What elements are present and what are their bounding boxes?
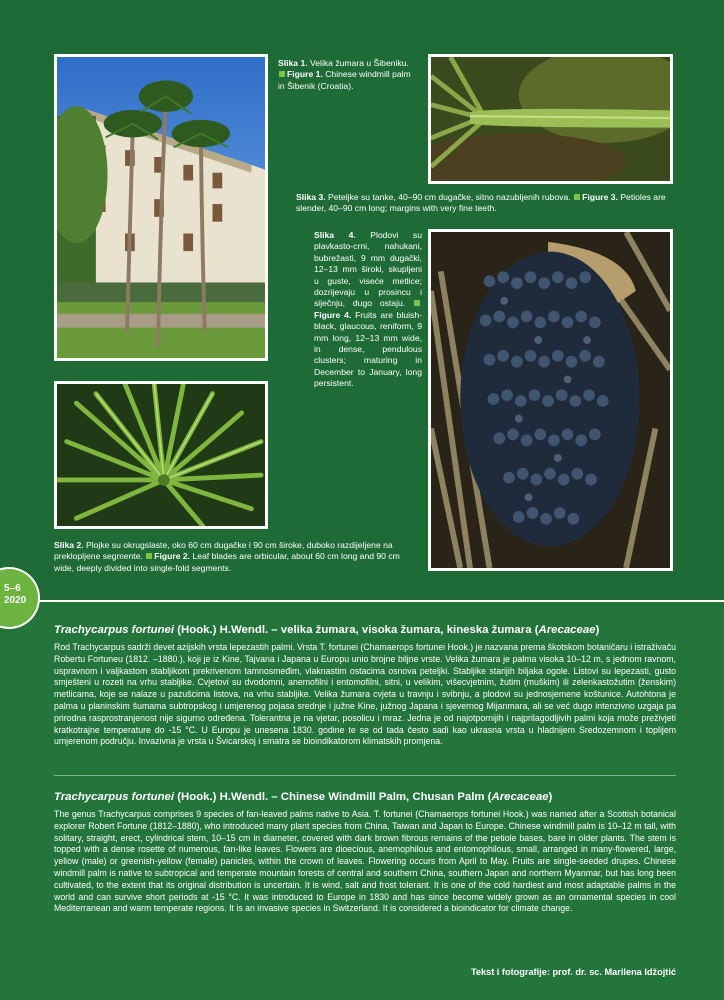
en-section-body: The genus Trachycarpus comprises 9 species of fan-leaved palms native to Asia. T. fortunei (Chamaerops fortunei Hook.) was named after a Scottish botanical explorer Robert Fortune (1812–1880), who introduced many plant species from China, Taiwan and Japan to Europe. Chinese windmill palm is 10–12 m tall, with solitary, straight, erect, cylindrical stem, 10–15 cm in diameter, covered with dark brown fibrous remains of the petiole bases, bare in older plants. The stem is topped with a dense rosette of numerous, fan-like leaves. Flowers are dioecious, anemophilous and entomophilous, small, arranged in many-flowered, large, yellow (male) or greenish-yellow (female) panicles, within the crown of leaves. Flowering occurs from April to May. Fruits are single-seeded drupes. Chinese windmill palm is native to subtropical and temperate mountain forests of central and southern China, southern Japan and northern Myanmar, but has long been cultivated, to the extent that its original distribution is uncertain. It is wind, salt and frost tolerant. It is one of the cold hardiest and most adaptable palms in the world and can survive short periods at -15 °C. It was introduced to Europe in 1830 and has since become widely grown as an ornamental species in cool Mediterranean and warm temperate regions. It is an invasive species in Switzerland. It is considered a bioindicator for climate change. — [54, 809, 676, 914]
en-title-author: (Hook.) H.Wendl. – Chinese Windmill Palm, Chusan Palm ( — [177, 791, 492, 803]
page-badge-line1: 5–6 — [4, 583, 21, 594]
caption-figure-4-en-text: Fruits are bluish-black, glaucous, reniform, 9 mm long, 12–13 mm wide, in dense, pendulous clusters; maturing in December to January, long persistent. — [314, 309, 422, 389]
hr-title-species: Trachycarpus fortunei — [54, 624, 175, 636]
en-section-title — [54, 790, 676, 804]
divider-rule — [0, 600, 724, 602]
hr-title-close: ) — [595, 624, 600, 636]
caption-figure-1-en-label: Figure 1. — [287, 69, 323, 80]
caption-figure-4-hr-label: Slika 4. — [314, 230, 356, 240]
hr-title-family: Arecaceae — [538, 624, 596, 636]
caption-figure-2-hr-text: Plojke su okrugslaste, oko 60 cm dugačke i 90 cm široke, duboko razdijeljene na preklopljene segmente. — [54, 540, 393, 562]
green-square-icon — [279, 71, 285, 77]
caption-figure-3-hr-label: Slika 3. — [296, 192, 326, 202]
hr-section-title — [54, 623, 676, 637]
hr-title-author: (Hook.) H.Wendl. – velika žumara, visoka žumara, kineska žumara ( — [177, 624, 539, 636]
caption-figure-2-hr-label: Slika 2. — [54, 540, 84, 550]
caption-figure-1-hr-text: Velika žumara u Šibeniku. — [310, 58, 409, 68]
green-square-icon — [414, 300, 420, 306]
caption-figure-1-hr-label: Slika 1. — [278, 58, 308, 68]
caption-figure-2-en-text: Leaf blades are orbicular, about 60 cm long and 90 cm wide, deeply divided into single-fold segments. — [54, 551, 400, 573]
en-title-close: ) — [548, 791, 553, 803]
caption-figure-2-en-label: Figure 2. — [154, 551, 191, 562]
section-separator — [54, 775, 676, 776]
photo-figure-2-leaf — [54, 381, 268, 529]
caption-figure-1 — [278, 58, 418, 92]
caption-figure-3-en-label: Figure 3. — [582, 192, 618, 202]
caption-figure-3-hr-text: Peteljke su tanke, 40–90 cm dugačke, sitno nazubljenih rubova. — [328, 192, 571, 202]
page-badge-line2: 2020 — [4, 595, 27, 606]
caption-figure-1-en-text: Chinese windmill palm in Šibenik (Croatia). — [278, 69, 411, 91]
green-square-icon — [146, 553, 152, 559]
caption-figure-3 — [296, 192, 680, 215]
caption-figure-4-en-label: Figure 4. — [314, 309, 352, 320]
photo-figure-1-palms-sibenik — [54, 54, 268, 361]
caption-figure-2 — [54, 540, 409, 574]
photo-figure-3-petiole — [428, 54, 673, 184]
photo-figure-4-fruits — [428, 229, 673, 571]
en-title-species: Trachycarpus fortunei — [54, 791, 175, 803]
green-square-icon — [574, 194, 580, 200]
photo-credit: Tekst i fotografije: prof. dr. sc. Marilena Idžojtić — [470, 967, 676, 977]
hr-section-body: Rod Trachycarpus sadrži devet azijskih vrsta lepezastih palmi. Vrsta T. fortunei (Chamaerops fortunei Hook.) je nazvana prema škotskom botaničaru i istraživaču Robertu Fortuneu (1812. –1880.), koji je iz Kine, Tajvana i Japana u Europu unio brojne biljne vrste. Velika žumara je palma visoka 10–12 m, s jednom ravnom, uspravnom i valjkastom stabljikom prekrivenom tamnosmeđim, vlaknastim ostacima osnova peteljki. Stabljike starijih biljaka ogole. Listovi su lepezasti, gusto smješteni u rozeti na vrhu stabljike. Cvjetovi su dvodomni, anemofilni i entomofilni, sitni, u velikim, višecvjetnim, žutim (muškim) ili zelenkastožutim (ženskim) metlicama, koje se nalaze u pazušcima listova, na vrhu stabljike. Velika žumara cvjeta u travnju i svibnju, a plodovi su jednosjemene koštunice. Autohtona je palma u planinskim šumama subtropskog i umjerenog pojasa srednje i južne Kine, južnog Japana i sjevernog Mijanmara, ali se već dugo intenzivno uzgaja pa prirodna rasprostranjenost nije sigurno određena. Tolerantna je na vjetar, posolicu i mraz. Jedna je od najotpornijih i najprilagodljivih palmi koja može preživjeti kratkotrajne temperature do -15 °C. U Europu je unesena 1830. godine te se od tada često sadi kao ukrasna vrsta u hladnijem Sredozemnom i toplijem umjerenom području. Invazivna je vrsta u Švicarskoj i smatra se bioindikatorom klimatskih promjena. — [54, 642, 677, 747]
caption-figure-4 — [314, 230, 422, 390]
en-title-family: Arecaceae — [491, 791, 549, 803]
caption-figure-4-hr-text: Plodovi su plavkasto-crni, nahukani, bubrežasti, 9 mm dugački, 12–13 mm široki, skupljeni u guste, viseće metlice; dozrijevaju u prosincu i siječnju, dugo ostaju. — [314, 230, 422, 309]
caption-figure-3-en-text: Petioles are slender, 40–90 cm long; margins with very fine teeth. — [296, 192, 666, 214]
